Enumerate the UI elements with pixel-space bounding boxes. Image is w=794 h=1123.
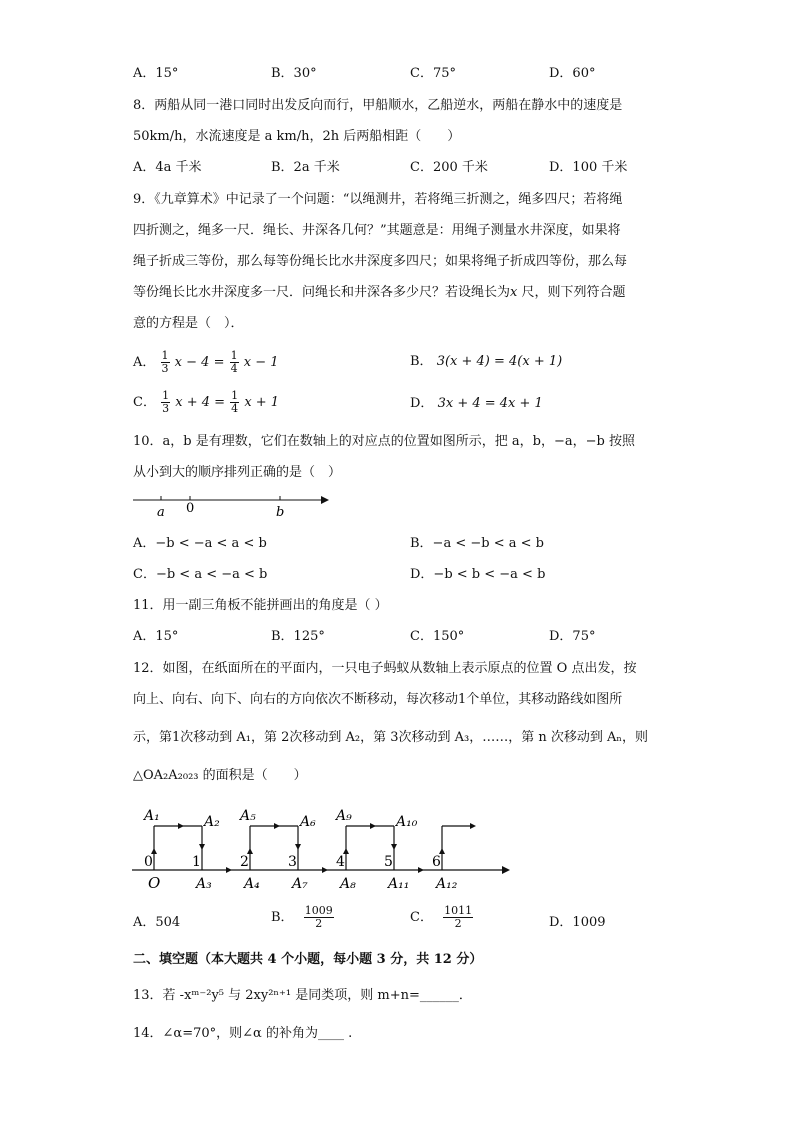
q7-option-c: C．75° xyxy=(410,66,456,81)
fig-label: A₅ xyxy=(240,808,256,824)
q9-option-a-label: A． xyxy=(133,355,156,370)
fig-label: A₆ xyxy=(300,814,316,830)
q12-option-c xyxy=(410,905,474,930)
fig-label: A₇ xyxy=(292,876,308,892)
fig-label: A₂ xyxy=(204,814,220,830)
q9-option-c-label: C． xyxy=(133,395,156,410)
q9-option-b-label: B． xyxy=(410,354,433,369)
section-heading-fill-in: 二、填空题（本大题共 4 个小题，每小题 3 分，共 12 分） xyxy=(133,952,483,967)
q14-stem: 14．∠α=70°，则∠α 的补角为____ . xyxy=(133,1026,353,1041)
q11-option-b: B．125° xyxy=(271,629,325,644)
q10-option-c: C．−b < a < −a < b xyxy=(133,567,268,582)
q11-option-c: C．150° xyxy=(410,629,465,644)
q12-option-a: A．504 xyxy=(133,915,181,930)
fig-label: A₄ xyxy=(244,876,260,892)
arrow-icon xyxy=(295,844,301,850)
q12-option-d: D．1009 xyxy=(549,915,606,930)
label-a: a xyxy=(157,505,165,520)
q9-option-d-label: D． xyxy=(410,396,434,411)
q12-option-b-label: B． xyxy=(271,910,294,925)
q12-stem-line1: 12．如图，在纸面所在的平面内，一只电子蚂蚁从数轴上表示原点的位置 O 点出发，按 xyxy=(133,661,637,676)
fig-label: A₁₁ xyxy=(388,876,410,892)
q8-option-a: A．4a 千米 xyxy=(133,160,202,175)
q12-option-b xyxy=(271,905,335,930)
fraction-one-third: $\frac{1}{3}$ xyxy=(162,389,170,415)
q9-line4-text-b: 尺，则下列符合题 xyxy=(517,285,626,300)
q8-option-b: B．2a 千米 xyxy=(271,160,340,175)
q12-stem-line4: △OA₂A₂₀₂₃ 的面积是（ ） xyxy=(133,768,307,783)
arrow-icon xyxy=(470,823,476,829)
q10-option-d: D．−b < b < −a < b xyxy=(410,567,546,582)
q9-stem-line1: 9．《九章算术》中记录了一个问题：“以绳测井，若将绳三折测之，绳多四尺；若将绳 xyxy=(133,192,623,207)
q9-option-b-expr: 3(x + 4) = 4(x + 1) xyxy=(436,354,563,369)
fig-label: 0 xyxy=(144,854,153,870)
fig-number-labels xyxy=(144,854,441,870)
fig-label: 4 xyxy=(336,854,345,870)
q12-stem-line2: 向上、向右、向下、向右的方向依次不断移动，每次移动1个单位，其移动路线如图所 xyxy=(133,692,623,707)
q9-option-d xyxy=(410,394,543,414)
q12-option-c-label: C． xyxy=(410,910,433,925)
label-zero: 0 xyxy=(186,501,195,516)
fig-label: A₁₂ xyxy=(436,876,458,892)
fraction-one-fourth: $\frac{1}{4}$ xyxy=(231,389,239,415)
q9-option-a-mid: x − 4 = xyxy=(174,355,225,370)
q9-line4-text-a: 等份绳长比水井深度多一尺．问绳长和井深各多少尺？若设绳长为 xyxy=(133,285,511,300)
fig-label: A₁₀ xyxy=(396,814,418,830)
q11-option-a: A．15° xyxy=(133,629,179,644)
arrow-right-icon xyxy=(502,866,510,874)
q11-option-d: D．75° xyxy=(549,629,596,644)
fig-label: 1 xyxy=(192,854,201,870)
fraction-one-third: $\frac{1}{3}$ xyxy=(161,349,169,375)
q9-option-c-mid: x + 4 = xyxy=(175,395,226,410)
arrow-right-icon xyxy=(321,496,329,504)
q10-option-b: B．−a < −b < a < b xyxy=(410,536,544,551)
q9-variable-x: x xyxy=(510,285,518,300)
q9-option-a-end: x − 1 xyxy=(243,355,279,370)
fig-label: 5 xyxy=(384,854,393,870)
arrow-icon xyxy=(226,867,232,873)
q11-stem: 11．用一副三角板不能拼画出的角度是（ ） xyxy=(133,598,388,613)
q9-option-a xyxy=(133,350,279,375)
fig-label: A₁ xyxy=(144,808,160,824)
fig-label: A₉ xyxy=(336,808,352,824)
q8-stem-line2: 50km/h，水流速度是 a km/h，2h 后两船相距（ ） xyxy=(133,129,461,144)
q9-stem-line3: 绳子折成三等份，那么每等份绳长比水井深度多四尺；如果将绳子折成四等份，那么每 xyxy=(133,254,628,269)
q9-option-b xyxy=(410,352,562,372)
label-b: b xyxy=(276,505,285,520)
q7-option-d: D．60° xyxy=(549,66,596,81)
arrow-icon xyxy=(370,823,376,829)
q9-option-d-expr: 3x + 4 = 4x + 1 xyxy=(437,396,543,411)
q9-option-c xyxy=(133,390,279,415)
fig-bottom-point-labels xyxy=(194,876,458,892)
q8-option-c: C．200 千米 xyxy=(410,160,488,175)
q10-stem-line2: 从小到大的顺序排列正确的是（ ） xyxy=(133,465,342,480)
arrow-icon xyxy=(322,867,328,873)
q12-stem-line3: 示，第1次移动到 A₁，第 2次移动到 A₂，第 3次移动到 A₃，……，第 n 次移动到 Aₙ，则 xyxy=(133,730,649,745)
q9-stem-line2: 四折测之，绳多一尺．绳长、井深各几何？”其题意是：用绳子测量水井深度，如果将 xyxy=(133,223,621,238)
fig-label: 6 xyxy=(432,854,441,870)
q9-stem-line5: 意的方程是（ ）． xyxy=(133,316,244,331)
q12-ant-path-figure xyxy=(128,796,518,896)
arrow-icon xyxy=(199,844,205,850)
arrow-icon xyxy=(391,844,397,850)
fraction-1009-over-2: $\frac{1009}{2}$ xyxy=(304,904,333,930)
fig-label: 2 xyxy=(240,854,249,870)
q8-option-d: D．100 千米 xyxy=(549,160,628,175)
arrow-icon xyxy=(178,823,184,829)
q10-number-line xyxy=(125,488,335,522)
q9-option-c-end: x + 1 xyxy=(244,395,280,410)
fig-label-origin: O xyxy=(148,874,161,892)
arrow-icon xyxy=(274,823,280,829)
q8-stem-line1: 8．两船从同一港口同时出发反向而行，甲船顺水，乙船逆水，两船在静水中的速度是 xyxy=(133,98,623,113)
q10-stem-line1: 10．a，b 是有理数，它们在数轴上的对应点的位置如图所示，把 a，b，−a，−b 按照 xyxy=(133,434,635,449)
fraction-1011-over-2: $\frac{1011}{2}$ xyxy=(444,904,473,930)
fig-label: A₈ xyxy=(340,876,356,892)
q9-stem-line4 xyxy=(133,283,626,303)
q7-option-a: A．15° xyxy=(133,66,179,81)
fig-top-point-labels xyxy=(142,808,418,830)
fig-label: A₃ xyxy=(196,876,212,892)
arrow-icon xyxy=(418,867,424,873)
q10-option-a: A．−b < −a < a < b xyxy=(133,536,267,551)
q13-stem: 13．若 -xᵐ⁻²y⁵ 与 2xy²ⁿ⁺¹ 是同类项，则 m+n=______． xyxy=(133,988,472,1003)
q7-option-b: B．30° xyxy=(271,66,317,81)
fig-label: 3 xyxy=(288,854,297,870)
fraction-one-fourth: $\frac{1}{4}$ xyxy=(230,349,238,375)
